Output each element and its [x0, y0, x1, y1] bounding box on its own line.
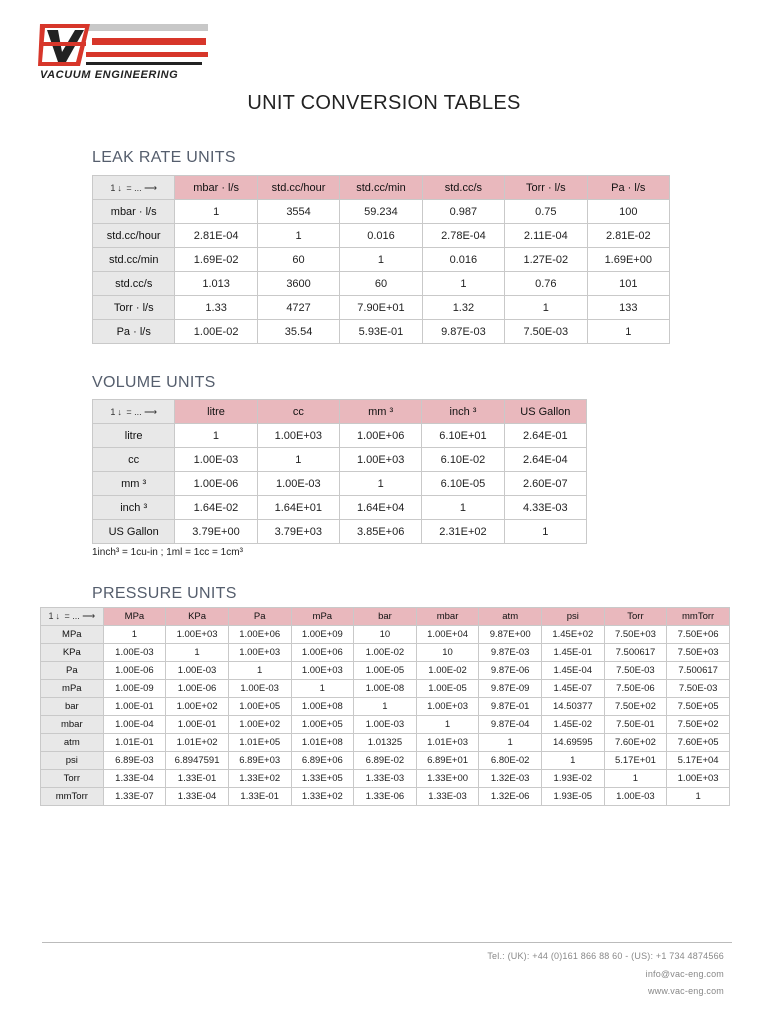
- column-header: Pa · l/s: [587, 176, 669, 200]
- table-cell: 1: [542, 752, 605, 770]
- table-row: [93, 272, 670, 296]
- table-cell: 4.33E-03: [504, 496, 586, 520]
- table-cell: 1.69E-02: [175, 248, 257, 272]
- table-cell: 2.64E-04: [504, 448, 586, 472]
- table-row: [93, 248, 670, 272]
- row-header: inch ³: [93, 496, 175, 520]
- table-cell: 59.234: [340, 200, 422, 224]
- table-cell: 7.50E+02: [604, 698, 667, 716]
- table-cell: 1.00E+05: [291, 716, 354, 734]
- table-cell: 2.78E-04: [422, 224, 504, 248]
- table-cell: 1.00E+03: [257, 424, 339, 448]
- footer-website[interactable]: www.vac-eng.com: [647, 986, 724, 996]
- column-header: inch ³: [422, 400, 504, 424]
- table-cell: 6.8947591: [166, 752, 229, 770]
- arrow-down-icon: ↓: [55, 611, 60, 621]
- table-cell: 1.00E-05: [416, 680, 479, 698]
- table-cell: 60: [257, 248, 339, 272]
- table-cell: 1.00E+02: [166, 698, 229, 716]
- table-header-row: [93, 176, 670, 200]
- footer-email[interactable]: info@vac-eng.com: [645, 969, 724, 979]
- table-cell: 1.00E-09: [103, 680, 166, 698]
- table-cell: 1.33E-01: [166, 770, 229, 788]
- table-cell: 1.00E+06: [228, 626, 291, 644]
- table-cell: 7.60E+05: [667, 734, 730, 752]
- table-row: [41, 716, 730, 734]
- table-cell: 1.93E-05: [542, 788, 605, 806]
- table-cell: 1.00E-03: [103, 644, 166, 662]
- table-cell: 7.500617: [667, 662, 730, 680]
- table-cell: 7.50E-03: [667, 680, 730, 698]
- table-cell: 6.10E-02: [422, 448, 504, 472]
- table-cell: 1: [166, 644, 229, 662]
- table-cell: 1.00E-01: [103, 698, 166, 716]
- table-cell: 1.45E-04: [542, 662, 605, 680]
- table-cell: 1.33E+02: [228, 770, 291, 788]
- row-header: Pa: [41, 662, 104, 680]
- arrow-down-icon: ↓: [117, 182, 122, 193]
- table-cell: 60: [340, 272, 422, 296]
- corner-equals: = ...: [61, 611, 83, 621]
- arrow-right-icon: ⟶: [144, 406, 157, 417]
- table-cell: 1: [228, 662, 291, 680]
- row-header: mm ³: [93, 472, 175, 496]
- corner-one: 1: [48, 611, 54, 621]
- table-cell: 1.00E+02: [228, 716, 291, 734]
- table-cell: 1: [504, 520, 586, 544]
- row-header: Torr · l/s: [93, 296, 175, 320]
- arrow-right-icon: ⟶: [82, 611, 96, 621]
- table-cell: 1: [257, 224, 339, 248]
- row-header: std.cc/hour: [93, 224, 175, 248]
- table-cell: 7.50E-01: [604, 716, 667, 734]
- table-cell: 1.33E-06: [354, 788, 417, 806]
- table-cell: 1: [416, 716, 479, 734]
- corner-label: [48, 611, 95, 621]
- table-row: [93, 496, 587, 520]
- table-cell: 1: [479, 734, 542, 752]
- table-cell: 1.00E+03: [667, 770, 730, 788]
- table-cell: 14.69595: [542, 734, 605, 752]
- table-cell: 1.01E-01: [103, 734, 166, 752]
- corner-label: [110, 407, 157, 417]
- table-cell: 1: [667, 788, 730, 806]
- table-cell: 0.016: [340, 224, 422, 248]
- table-cell: 6.89E+01: [416, 752, 479, 770]
- table-row: [93, 472, 587, 496]
- table-cell: 9.87E-03: [479, 644, 542, 662]
- table-cell: 1.64E-02: [175, 496, 257, 520]
- brand-name: VACUUM ENGINEERING: [40, 69, 179, 81]
- corner-one: 1: [110, 406, 116, 417]
- table-cell: 1.00E-04: [103, 716, 166, 734]
- table-row: [93, 320, 670, 344]
- table-cell: 7.50E+06: [667, 626, 730, 644]
- table-cell: 1.45E+02: [542, 626, 605, 644]
- table-cell: 1: [257, 448, 339, 472]
- table-cell: 1.00E-05: [354, 662, 417, 680]
- table-cell: 7.60E+02: [604, 734, 667, 752]
- table-row: [93, 200, 670, 224]
- table-cell: 1.00E-06: [103, 662, 166, 680]
- table-cell: 1.00E+03: [228, 644, 291, 662]
- table-cell: 1: [505, 296, 587, 320]
- table-cell: 1.00E-02: [354, 644, 417, 662]
- table-cell: 133: [587, 296, 669, 320]
- table-row: [41, 752, 730, 770]
- row-header: bar: [41, 698, 104, 716]
- table-cell: 1.00E-03: [228, 680, 291, 698]
- table-cell: 1.33E+02: [291, 788, 354, 806]
- row-header: Torr: [41, 770, 104, 788]
- table-cell: 1.33E-07: [103, 788, 166, 806]
- table-cell: 0.016: [422, 248, 504, 272]
- table-cell: 1: [422, 496, 504, 520]
- table-cell: 1.01E+08: [291, 734, 354, 752]
- table-cell: 1.33E-03: [354, 770, 417, 788]
- table-corner-cell: [41, 608, 104, 626]
- table-cell: 7.90E+01: [340, 296, 422, 320]
- table-cell: 1.00E-06: [175, 472, 257, 496]
- column-header: mmTorr: [667, 608, 730, 626]
- table-cell: 2.64E-01: [504, 424, 586, 448]
- table-cell: 1: [587, 320, 669, 344]
- table-row: [93, 520, 587, 544]
- row-header: MPa: [41, 626, 104, 644]
- table-cell: 1.00E+06: [291, 644, 354, 662]
- leak-rate-table: [92, 175, 670, 344]
- table-cell: 1: [175, 200, 257, 224]
- table-cell: 0.75: [505, 200, 587, 224]
- table-cell: 3.85E+06: [339, 520, 421, 544]
- table-row: [41, 770, 730, 788]
- table-row: [41, 626, 730, 644]
- table-cell: 1.00E+03: [166, 626, 229, 644]
- table-cell: 9.87E-09: [479, 680, 542, 698]
- table-cell: 1.00E+03: [416, 698, 479, 716]
- row-header: Pa · l/s: [93, 320, 175, 344]
- row-header: std.cc/s: [93, 272, 175, 296]
- table-cell: 1.00E-06: [166, 680, 229, 698]
- table-cell: 2.11E-04: [505, 224, 587, 248]
- row-header: psi: [41, 752, 104, 770]
- table-cell: 1.33: [175, 296, 257, 320]
- footer-divider: [42, 942, 732, 943]
- column-header: std.cc/min: [340, 176, 422, 200]
- table-cell: 1.00E+04: [416, 626, 479, 644]
- table-cell: 1.64E+04: [339, 496, 421, 520]
- volume-note: 1inch³ = 1cu-in ; 1ml = 1cc = 1cm³: [92, 547, 243, 558]
- table-cell: 1.00E-03: [175, 448, 257, 472]
- table-cell: 1.00E-02: [175, 320, 257, 344]
- column-header: atm: [479, 608, 542, 626]
- table-cell: 1.69E+00: [587, 248, 669, 272]
- row-header: std.cc/min: [93, 248, 175, 272]
- table-cell: 1.00E-03: [604, 788, 667, 806]
- pressure-table: [40, 607, 730, 806]
- document-title: UNIT CONVERSION TABLES: [247, 92, 521, 114]
- table-cell: 3554: [257, 200, 339, 224]
- arrow-down-icon: ↓: [117, 406, 122, 417]
- pressure-title: PRESSURE UNITS: [92, 585, 237, 602]
- table-cell: 1: [340, 248, 422, 272]
- table-corner-cell: [93, 400, 175, 424]
- table-cell: 1.013: [175, 272, 257, 296]
- table-cell: 7.50E+03: [667, 644, 730, 662]
- table-cell: 4727: [257, 296, 339, 320]
- table-row: [41, 788, 730, 806]
- table-cell: 1.64E+01: [257, 496, 339, 520]
- row-header: atm: [41, 734, 104, 752]
- table-cell: 1.00E+03: [339, 448, 421, 472]
- table-row: [93, 224, 670, 248]
- table-cell: 0.987: [422, 200, 504, 224]
- corner-one: 1: [110, 182, 116, 193]
- table-cell: 14.50377: [542, 698, 605, 716]
- table-cell: 1: [175, 424, 257, 448]
- table-cell: 7.50E+05: [667, 698, 730, 716]
- column-header: KPa: [166, 608, 229, 626]
- table-cell: 9.87E-04: [479, 716, 542, 734]
- table-cell: 6.89E-02: [354, 752, 417, 770]
- table-cell: 3600: [257, 272, 339, 296]
- table-cell: 1.00E-03: [257, 472, 339, 496]
- table-cell: 1: [103, 626, 166, 644]
- table-corner-cell: [93, 176, 175, 200]
- table-row: [93, 296, 670, 320]
- table-cell: 7.50E-03: [505, 320, 587, 344]
- table-cell: 7.50E+03: [604, 626, 667, 644]
- table-cell: 3.79E+03: [257, 520, 339, 544]
- table-cell: 10: [416, 644, 479, 662]
- table-cell: 1: [354, 698, 417, 716]
- table-cell: 1.00E-08: [354, 680, 417, 698]
- row-header: cc: [93, 448, 175, 472]
- column-header: mPa: [291, 608, 354, 626]
- table-cell: 35.54: [257, 320, 339, 344]
- column-header: psi: [542, 608, 605, 626]
- volume-title: VOLUME UNITS: [92, 374, 216, 391]
- table-row: [93, 448, 587, 472]
- corner-equals: = ...: [123, 406, 145, 417]
- table-cell: 2.81E-02: [587, 224, 669, 248]
- table-cell: 1.45E-01: [542, 644, 605, 662]
- table-cell: 5.17E+04: [667, 752, 730, 770]
- table-cell: 2.31E+02: [422, 520, 504, 544]
- table-header-row: [41, 608, 730, 626]
- volume-table: [92, 399, 587, 544]
- table-row: [41, 644, 730, 662]
- table-cell: 1.33E-01: [228, 788, 291, 806]
- table-row: [41, 680, 730, 698]
- row-header: mPa: [41, 680, 104, 698]
- column-header: std.cc/hour: [257, 176, 339, 200]
- table-cell: 1.01E+02: [166, 734, 229, 752]
- column-header: Torr · l/s: [505, 176, 587, 200]
- column-header: std.cc/s: [422, 176, 504, 200]
- table-cell: 9.87E-06: [479, 662, 542, 680]
- arrow-right-icon: ⟶: [144, 182, 158, 193]
- table-cell: 1.32: [422, 296, 504, 320]
- column-header: litre: [175, 400, 257, 424]
- corner-label: [110, 183, 157, 193]
- table-cell: 1.93E-02: [542, 770, 605, 788]
- table-cell: 1.45E-07: [542, 680, 605, 698]
- table-row: [41, 734, 730, 752]
- table-cell: 1: [339, 472, 421, 496]
- table-cell: 9.87E-03: [422, 320, 504, 344]
- column-header: cc: [257, 400, 339, 424]
- table-row: [41, 662, 730, 680]
- table-cell: 1.27E-02: [505, 248, 587, 272]
- column-header: Pa: [228, 608, 291, 626]
- table-cell: 1.00E-03: [354, 716, 417, 734]
- table-cell: 6.89E-03: [103, 752, 166, 770]
- row-header: mbar · l/s: [93, 200, 175, 224]
- table-cell: 2.81E-04: [175, 224, 257, 248]
- table-cell: 5.17E+01: [604, 752, 667, 770]
- table-cell: 6.10E-05: [422, 472, 504, 496]
- table-cell: 1.32E-03: [479, 770, 542, 788]
- table-cell: 7.50E-06: [604, 680, 667, 698]
- table-cell: 3.79E+00: [175, 520, 257, 544]
- row-header: mmTorr: [41, 788, 104, 806]
- column-header: mbar: [416, 608, 479, 626]
- column-header: US Gallon: [504, 400, 586, 424]
- table-cell: 6.89E+06: [291, 752, 354, 770]
- table-cell: 100: [587, 200, 669, 224]
- corner-equals: = ...: [123, 182, 145, 193]
- row-header: mbar: [41, 716, 104, 734]
- column-header: mm ³: [339, 400, 421, 424]
- column-header: Torr: [604, 608, 667, 626]
- table-cell: 1.00E-03: [166, 662, 229, 680]
- table-cell: 1.01E+05: [228, 734, 291, 752]
- column-header: bar: [354, 608, 417, 626]
- table-cell: 1.00E-02: [416, 662, 479, 680]
- table-cell: 1.01E+03: [416, 734, 479, 752]
- table-cell: 1.33E-03: [416, 788, 479, 806]
- table-cell: 9.87E-01: [479, 698, 542, 716]
- table-cell: 1: [604, 770, 667, 788]
- table-cell: 7.50E-03: [604, 662, 667, 680]
- table-cell: 1.00E+05: [228, 698, 291, 716]
- table-cell: 1.33E-04: [166, 788, 229, 806]
- column-header: mbar · l/s: [175, 176, 257, 200]
- table-cell: 9.87E+00: [479, 626, 542, 644]
- table-row: [93, 424, 587, 448]
- table-cell: 1: [422, 272, 504, 296]
- table-cell: 101: [587, 272, 669, 296]
- table-cell: 1.00E-01: [166, 716, 229, 734]
- table-cell: 1.00E+03: [291, 662, 354, 680]
- table-cell: 1.00E+06: [339, 424, 421, 448]
- table-row: [41, 698, 730, 716]
- table-cell: 1: [291, 680, 354, 698]
- table-cell: 1.32E-06: [479, 788, 542, 806]
- table-cell: 5.93E-01: [340, 320, 422, 344]
- column-header: MPa: [103, 608, 166, 626]
- table-cell: 1.33E-04: [103, 770, 166, 788]
- row-header: US Gallon: [93, 520, 175, 544]
- table-cell: 7.50E+02: [667, 716, 730, 734]
- row-header: KPa: [41, 644, 104, 662]
- table-cell: 0.76: [505, 272, 587, 296]
- table-cell: 7.500617: [604, 644, 667, 662]
- table-cell: 10: [354, 626, 417, 644]
- row-header: litre: [93, 424, 175, 448]
- table-cell: 1.00E+09: [291, 626, 354, 644]
- table-cell: 6.80E-02: [479, 752, 542, 770]
- table-cell: 1.00E+08: [291, 698, 354, 716]
- footer-phone: Tel.: (UK): +44 (0)161 866 88 60 - (US): +1 734 4874566: [487, 951, 724, 961]
- table-cell: 1.01325: [354, 734, 417, 752]
- table-cell: 1.33E+05: [291, 770, 354, 788]
- table-cell: 6.89E+03: [228, 752, 291, 770]
- leak-rate-title: LEAK RATE UNITS: [92, 149, 236, 166]
- table-header-row: [93, 400, 587, 424]
- table-cell: 1.33E+00: [416, 770, 479, 788]
- table-cell: 1.45E-02: [542, 716, 605, 734]
- table-cell: 2.60E-07: [504, 472, 586, 496]
- table-cell: 6.10E+01: [422, 424, 504, 448]
